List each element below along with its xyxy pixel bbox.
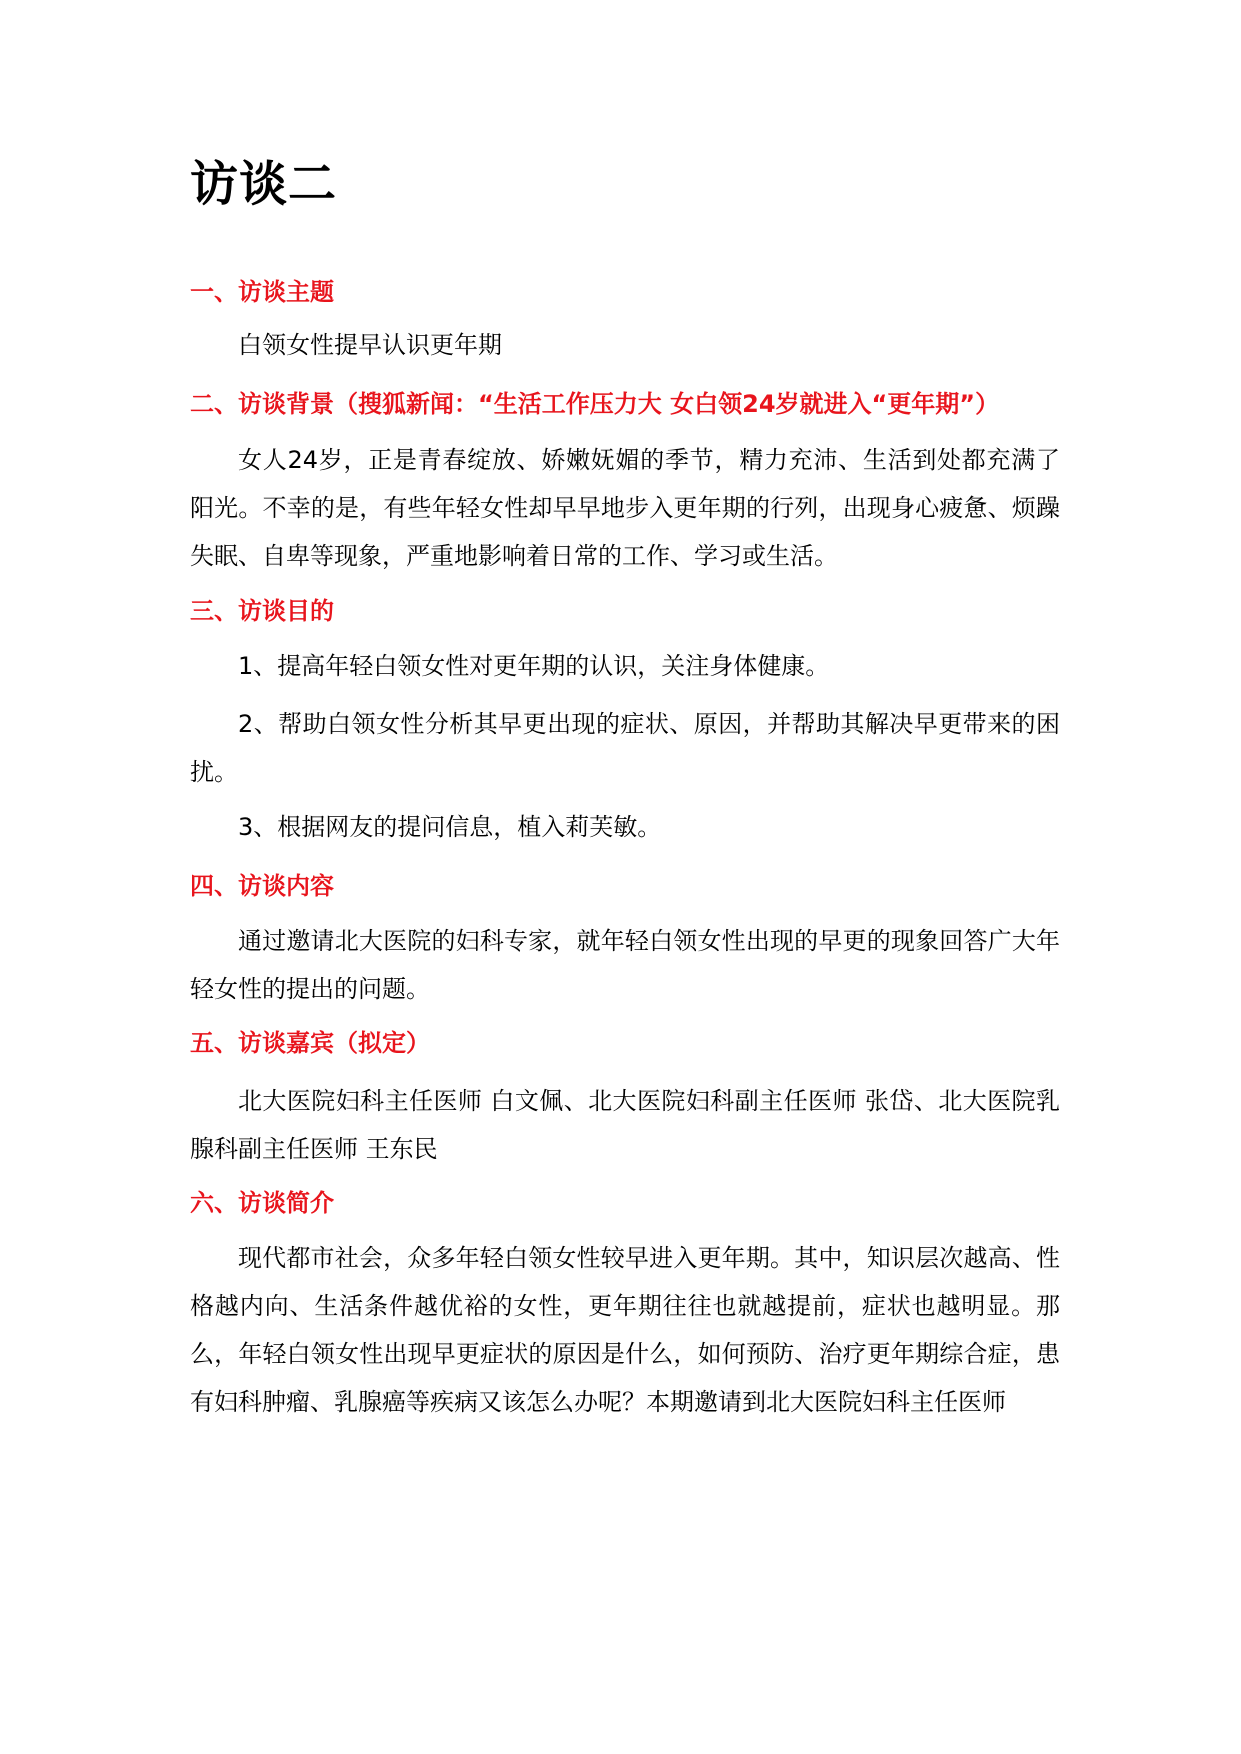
section-paragraph-purpose-3: 3、根据网友的提问信息，植入莉芙敏。 [238, 813, 662, 841]
section-paragraph-purpose-1: 1、提高年轻白领女性对更年期的认识，关注身体健康。 [238, 652, 830, 680]
section-paragraph-guests: 北大医院妇科主任医师 白文佩、北大医院妇科副主任医师 张岱、北大医院乳腺科副主任医师 王东民 [190, 1087, 1060, 1163]
document-title: 访谈二 [190, 156, 338, 212]
section-paragraph-purpose-2: 2、帮助白领女性分析其早更出现的症状、原因，并帮助其解决早更带来的困扰。 [190, 710, 1060, 786]
section-paragraph-content: 通过邀请北大医院的妇科专家，就年轻白领女性出现的早更的现象回答广大年轻女性的提出的问题。 [190, 927, 1060, 1003]
section-heading-guests: 五、访谈嘉宾（拟定） [190, 1029, 430, 1057]
section-paragraph-background: 女人24岁，正是青春绽放、娇嫩妩媚的季节，精力充沛、生活到处都充满了阳光。不幸的是，有些年轻女性却早早地步入更年期的行列，出现身心疲惫、烦躁失眠、自卑等现象，严重地影响着日常的工作、学习或生活。 [190, 446, 1060, 570]
section-heading-intro: 六、访谈简介 [190, 1189, 334, 1217]
section-heading-background: 二、访谈背景（搜狐新闻：“生活工作压力大 女白领24岁就进入“更年期”） [190, 390, 1000, 418]
section-paragraph-topic: 白领女性提早认识更年期 [238, 331, 502, 359]
section-heading-content: 四、访谈内容 [190, 872, 334, 900]
section-heading-purpose: 三、访谈目的 [190, 597, 334, 625]
section-heading-topic: 一、访谈主题 [190, 278, 334, 306]
section-paragraph-intro: 现代都市社会，众多年轻白领女性较早进入更年期。其中，知识层次越高、性格越内向、生活条件越优裕的女性，更年期往往也就越提前，症状也越明显。那么，年轻白领女性出现早更症状的原因是什么，如何预防、治疗更年期综合症，患有妇科肿瘤、乳腺癌等疾病又该怎么办呢？本期邀请到北大医院妇科主任医师 [190, 1244, 1060, 1416]
